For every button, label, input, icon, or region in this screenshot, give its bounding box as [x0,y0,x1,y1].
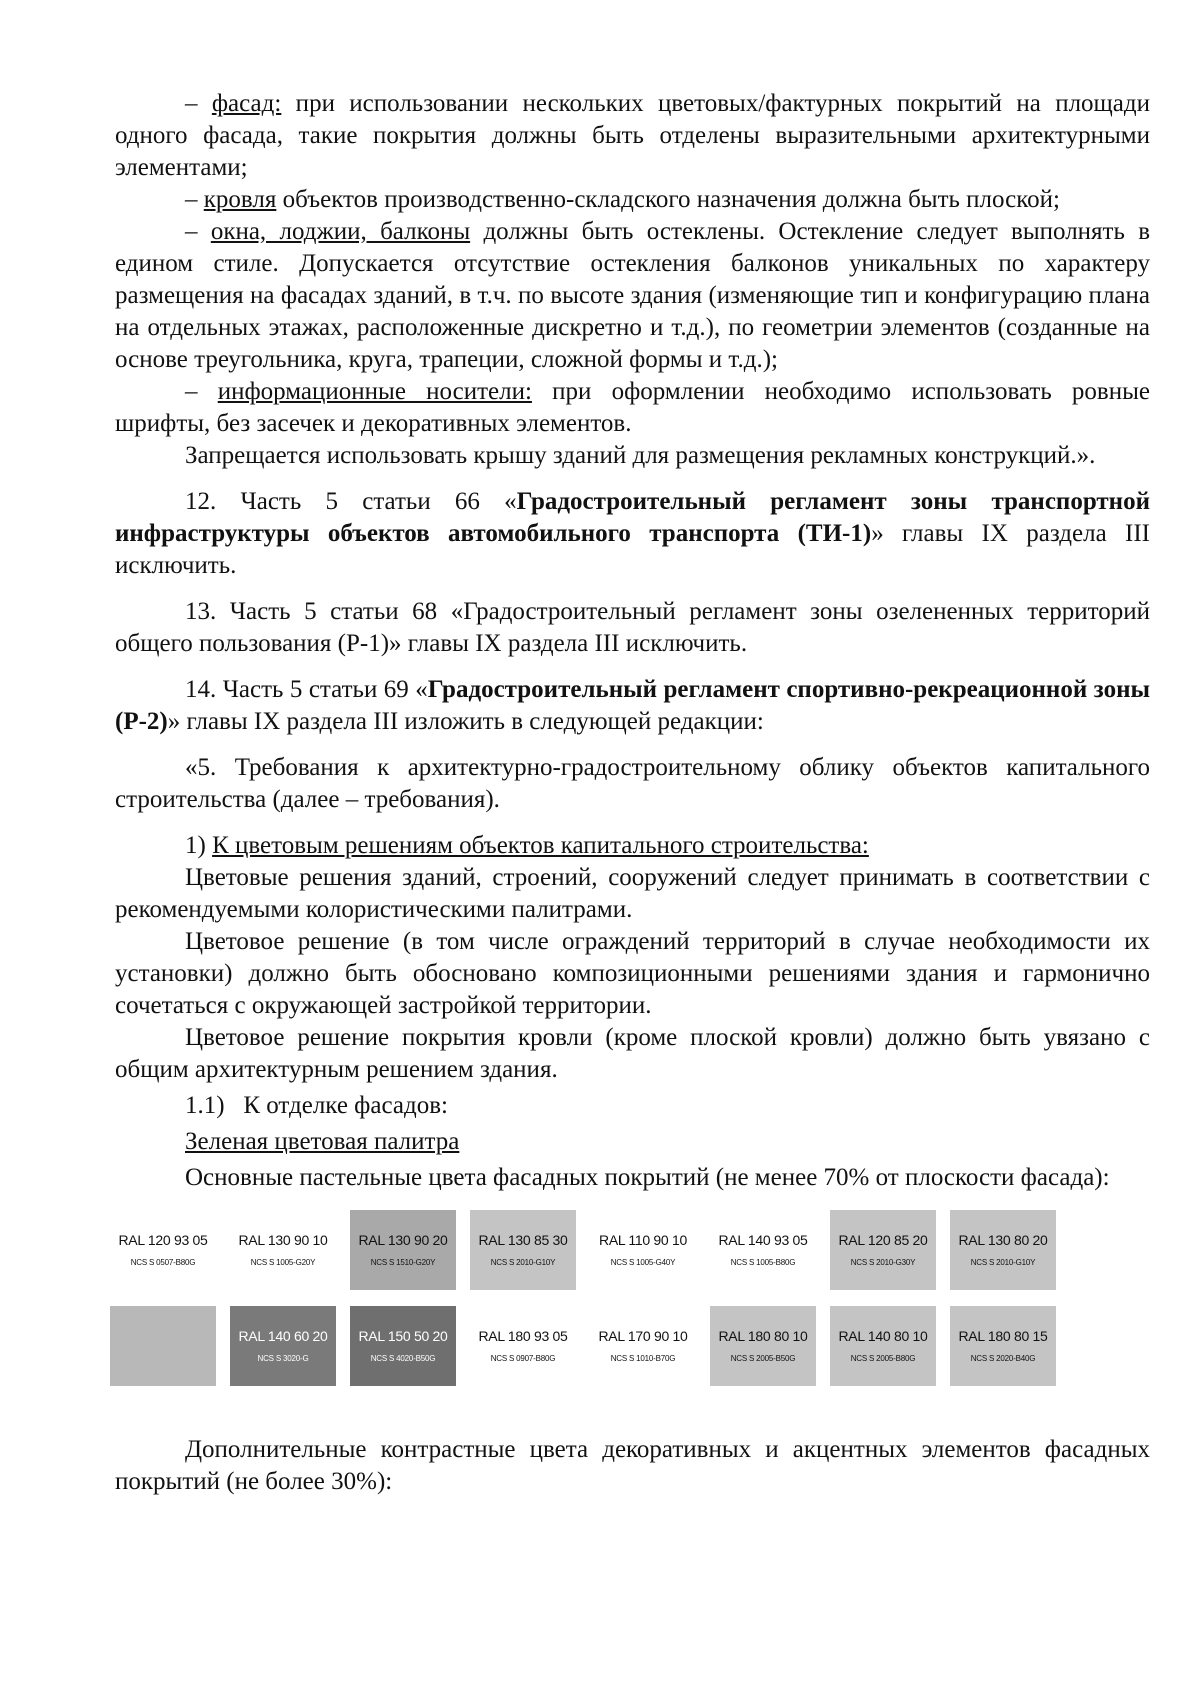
term-facade: фасад: [211,90,282,117]
swatch-ncs-code: NCS S 0507-B80G [130,1258,196,1267]
paragraph-extra-colors: Дополнительные контрастные цвета декоративных и акцентных элементов фасадных покрытий (не более 30%): [115,1436,1150,1495]
term-windows: окна, лоджии, балконы [210,218,471,245]
color-swatch [110,1210,216,1290]
document-body [115,88,1150,1498]
green-palette-heading: Зеленая цветовая палитра [185,1128,460,1155]
swatch-ncs-code: NCS S 1005-B80G [730,1258,796,1267]
swatch-ncs-code: NCS S 2010-G10Y [970,1258,1036,1267]
paragraph-info-carriers: – информационные носители: при оформлении необходимо использовать ровные шрифты, без засечек и декоративных элементов. [115,378,1150,437]
swatch-ncs-code: NCS S 2005-B80G [850,1354,916,1363]
swatch-ncs-code: NCS S 2010-G10Y [490,1258,556,1267]
term-info-carriers: информационные носители: [217,378,532,405]
swatch-ncs-code: NCS S 2010-G30Y [850,1258,916,1267]
color-swatch [470,1306,576,1386]
paragraph-12-pre: 12. Часть 5 статьи 66 « [185,488,517,515]
swatch-ncs-code: NCS S 1010-B70G [610,1354,676,1363]
paragraph-13: 13. Часть 5 статьи 68 «Градостроительный регламент зоны озелененных территорий общего пользования (Р-1)» главы IX раздела III исключить. [115,598,1150,657]
paragraph-roof-text: объектов производственно-складского назначения должна быть плоской; [276,186,1060,213]
color-swatch [950,1306,1056,1386]
swatch-ral-code: RAL 150 50 20 [358,1328,448,1344]
paragraph-windows-text: должны быть остеклены. Остекление следует выполнять в едином стиле. Допускается отсутствие остекления балконов уникальных по характеру размещения на фасадах зданий, в т.ч. по высоте здания (изменяющие тип и конфигурацию плана на отдельных этажах, расположенные дискретно и т.д.), по геометрии элементов (созданные на основе треугольника, круга, трапеции, сложной формы и т.д.); [115,218,1150,373]
swatch-ral-code: RAL 120 85 20 [838,1232,928,1248]
paragraph-windows: – окна, лоджии, балконы должны быть остеклены. Остекление следует выполнять в едином стиле. Допускается отсутствие остекления балконов уникальных по характеру размещения на фасадах зданий, в т.ч. по высоте здания (изменяющие тип и конфигурацию плана на отдельных этажах, расположенные дискретно и т.д.), по геометрии элементов (созданные на основе треугольника, круга, трапеции, сложной формы и т.д.); [115,218,1150,373]
swatch-ncs-code: NCS S 4020-B50G [370,1354,436,1363]
color-swatch [230,1210,336,1290]
swatch-ral-code: RAL 180 93 05 [478,1328,568,1344]
paragraph-12-post: » главы IX раздела III исключить. [115,520,1151,579]
swatch-ral-code: RAL 140 80 10 [838,1328,928,1344]
swatch-ncs-code: NCS S 1005-G40Y [610,1258,676,1267]
paragraph-color-3: Цветовое решение покрытия кровли (кроме плоской кровли) должно быть увязано с общим архитектурным решением здания. [115,1024,1150,1083]
swatch-ral-code: RAL 130 85 30 [478,1232,568,1248]
swatch-ncs-code: NCS S 1005-G20Y [250,1258,316,1267]
color-swatch [110,1306,216,1386]
swatch-ral-code: RAL 130 90 10 [238,1232,328,1248]
color-swatch [950,1210,1056,1290]
swatch-ncs-code: NCS S 2020-B40G [970,1354,1036,1363]
color-palette [110,1210,1160,1430]
swatch-ral-code: RAL 130 90 20 [358,1232,448,1248]
swatch-ncs-code: NCS S 2005-B50G [730,1354,796,1363]
paragraph-color-2: Цветовое решение (в том числе ограждений территорий в случае необходимости их установки) должно быть обосновано композиционными решениями здания и гармонично сочетаться с окружающей застройкой территории. [115,928,1150,1019]
paragraph-roof-ads: Запрещается использовать крышу зданий для размещения рекламных конструкций.». [185,442,1096,469]
paragraph-color-solutions-heading [115,830,1150,862]
color-swatch [830,1210,936,1290]
paragraph-12-bold: Градостроительный регламент зоны транспортной инфраструктуры объектов автомобильного транспорта (ТИ-1) [115,488,1150,547]
color-swatch [710,1210,816,1290]
paragraph-roof: – кровля объектов производственно-складского назначения должна быть плоской; [185,186,1060,213]
paragraph-14-bold: Градостроительный регламент спортивно-рекреационной зоны (Р-2) [115,676,1150,735]
swatch-ncs-code: NCS S 0907-B80G [490,1354,556,1363]
swatch-ral-code: RAL 170 90 10 [598,1328,688,1344]
paragraph-color-1: Цветовые решения зданий, строений, сооружений следует принимать в соответствии с рекомендуемыми колористическими палитрами. [115,864,1150,923]
swatch-ral-code: RAL 180 80 15 [958,1328,1048,1344]
paragraph-requirements: «5. Требования к архитектурно-градостроительному облику объектов капитального строительства (далее – требования). [115,754,1150,813]
paragraph-14-pre: 14. Часть 5 статьи 69 « [185,676,428,703]
swatch-ncs-code: NCS S 1510-G20Y [370,1258,436,1267]
swatch-ral-code: RAL 180 80 10 [718,1328,808,1344]
list-number: 1) [185,832,213,859]
paragraph-facade-text: при использовании нескольких цветовых/фактурных покрытий на площади одного фасада, такие покрытия должны быть отделены выразительными архитектурными элементами; [115,90,1150,181]
paragraph-green-palette [115,1126,1150,1158]
color-swatch [830,1306,936,1386]
color-swatch [350,1210,456,1290]
paragraph-14 [115,674,1150,738]
color-swatch [710,1306,816,1386]
paragraph-info-carriers-text: при оформлении необходимо использовать ровные шрифты, без засечек и декоративных элементов. [115,378,1150,437]
paragraph-14-post: » главы IX раздела III изложить в следующей редакции: [167,708,764,735]
color-solutions-heading: К цветовым решениям объектов капитального строительства: [212,832,869,859]
color-swatch [230,1306,336,1386]
term-roof: кровля [203,186,277,213]
swatch-ral-code: RAL 110 90 10 [599,1232,687,1248]
paragraph-main-colors: Основные пастельные цвета фасадных покрытий (не менее 70% от плоскости фасада): [185,1164,1110,1191]
color-swatch [470,1210,576,1290]
swatch-ncs-code: NCS S 3020-G [257,1354,309,1363]
color-swatch [350,1306,456,1386]
color-swatch [590,1210,696,1290]
swatch-ral-code: RAL 140 60 20 [238,1328,328,1344]
swatch-ral-code: RAL 120 93 05 [118,1232,208,1248]
color-swatch [590,1306,696,1386]
swatch-ral-code: RAL 130 80 20 [958,1232,1048,1248]
paragraph-12 [115,486,1150,582]
swatch-ral-code: RAL 140 93 05 [718,1232,808,1248]
paragraph-facade-finish: 1.1) К отделке фасадов: [185,1092,448,1119]
paragraph-facade: – фасад: при использовании нескольких цветовых/фактурных покрытий на площади одного фасада, такие покрытия должны быть отделены выразительными архитектурными элементами; [115,90,1150,181]
